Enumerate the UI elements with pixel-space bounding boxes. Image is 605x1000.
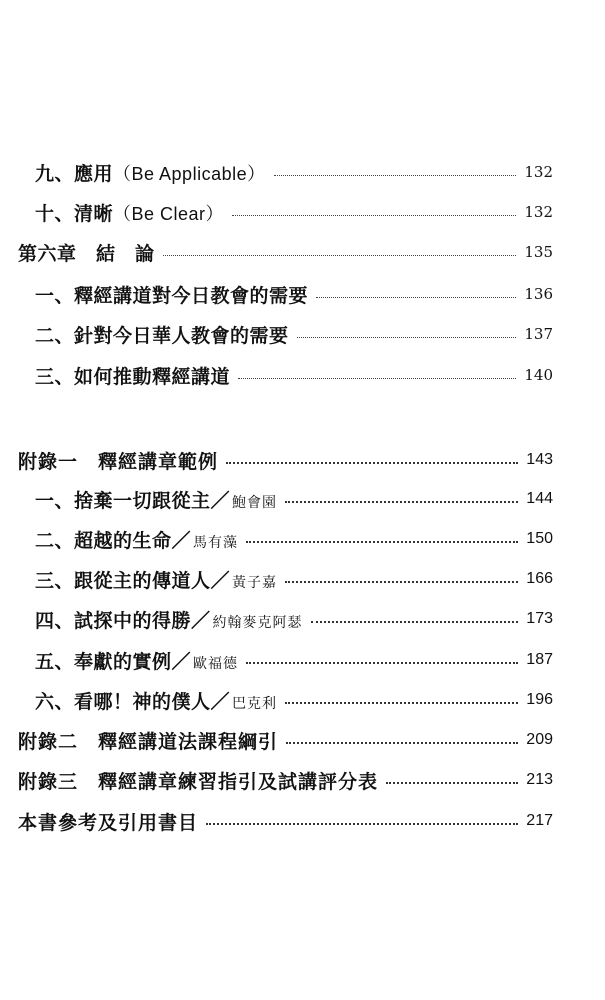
toc-entry-english: （Be Clear） [113, 203, 225, 224]
toc-entry-page: 132 [524, 163, 553, 181]
toc-entry [35, 524, 553, 554]
toc-entry-page: 196 [526, 691, 553, 708]
toc-entry [35, 564, 553, 594]
toc-entry [35, 360, 553, 390]
toc-entry-page: 137 [524, 325, 553, 343]
toc-entry-page: 209 [526, 731, 553, 748]
toc-entry-title: 四、試探中的得勝／ 約翰麥克阿瑟 [35, 609, 303, 632]
toc-entry-title: 本書參考及引用書目 [18, 811, 199, 834]
toc-entry-title: 六、看哪！神的僕人／ 巴克利 [35, 690, 278, 713]
dot-leader [311, 621, 519, 623]
dot-leader [246, 662, 518, 664]
toc-entry-title: 二、針對今日華人教會的需要 [35, 324, 289, 347]
dot-leader [163, 255, 517, 256]
toc-entry-page: 173 [526, 610, 553, 627]
toc-entry-title: 一、捨棄一切跟從主／ 鮑會園 [35, 489, 278, 512]
toc-entry-page: 132 [524, 203, 553, 221]
toc-entry-title: 二、超越的生命／ 馬有藻 [35, 529, 239, 552]
dot-leader [274, 175, 517, 176]
toc-entry [35, 645, 553, 675]
toc-entry [35, 157, 553, 187]
toc-entry-author: 巴克利 [232, 695, 278, 712]
toc-entry-author: 黃子嘉 [232, 574, 278, 591]
toc-entry-author: 馬有藻 [193, 534, 239, 551]
toc-entry-title: 三、跟從主的傳道人／ 黃子嘉 [35, 569, 278, 592]
toc-entry-page: 166 [526, 570, 553, 587]
toc-appendix-entry [18, 445, 553, 475]
toc-entry-page: 144 [526, 490, 553, 507]
toc-appendix-entry [18, 725, 553, 755]
toc-entry-page: 136 [524, 285, 553, 303]
toc-entry-page: 213 [526, 771, 553, 788]
toc-entry-title: 一、釋經講道對今日教會的需要 [35, 284, 309, 307]
dot-leader [206, 823, 518, 825]
dot-leader [246, 541, 518, 543]
dot-leader [238, 378, 516, 379]
toc-entry [35, 197, 553, 227]
toc-entry-title: 附錄二 釋經講道法課程綱引 [18, 730, 279, 753]
dot-leader [285, 702, 518, 704]
toc-entry-title: 十、清晰（Be Clear） [35, 202, 225, 225]
toc-entry-author: 約翰麥克阿瑟 [212, 614, 303, 631]
toc-appendix-entry [18, 765, 553, 795]
toc-entry-page: 143 [526, 451, 553, 468]
toc-entry-title: 五、奉獻的實例／ 歐福德 [35, 650, 239, 673]
toc-entry-title: 第六章 結 論 [18, 242, 155, 265]
toc-entry-english: （Be Applicable） [113, 163, 266, 184]
toc-entry-title: 附錄一 釋經講章範例 [18, 450, 219, 473]
toc-chapter-entry [18, 237, 553, 267]
dot-leader [232, 215, 516, 216]
dot-leader [226, 462, 518, 464]
toc-entry-page: 187 [526, 651, 553, 668]
toc-entry [35, 319, 553, 349]
toc-appendix-entry [18, 806, 553, 836]
toc-entry-author: 鮑會園 [232, 494, 278, 511]
toc-entry-title: 九、應用（Be Applicable） [35, 162, 266, 185]
toc-entry-page: 217 [526, 812, 553, 829]
toc-entry [35, 604, 553, 634]
toc-entry-page: 140 [524, 366, 553, 384]
dot-leader [297, 337, 517, 338]
toc-entry-title: 三、如何推動釋經講道 [35, 365, 231, 388]
dot-leader [316, 297, 516, 298]
dot-leader [285, 501, 518, 503]
toc-entry [35, 484, 553, 514]
toc-entry-author: 歐福德 [193, 655, 239, 672]
dot-leader [386, 782, 518, 784]
toc-entry [35, 685, 553, 715]
dot-leader [285, 581, 518, 583]
toc-entry-page: 150 [526, 530, 553, 547]
toc-entry-title: 附錄三 釋經講章練習指引及試講評分表 [18, 770, 379, 793]
toc-entry-page: 135 [524, 243, 553, 261]
dot-leader [286, 742, 518, 744]
toc-entry [35, 279, 553, 309]
